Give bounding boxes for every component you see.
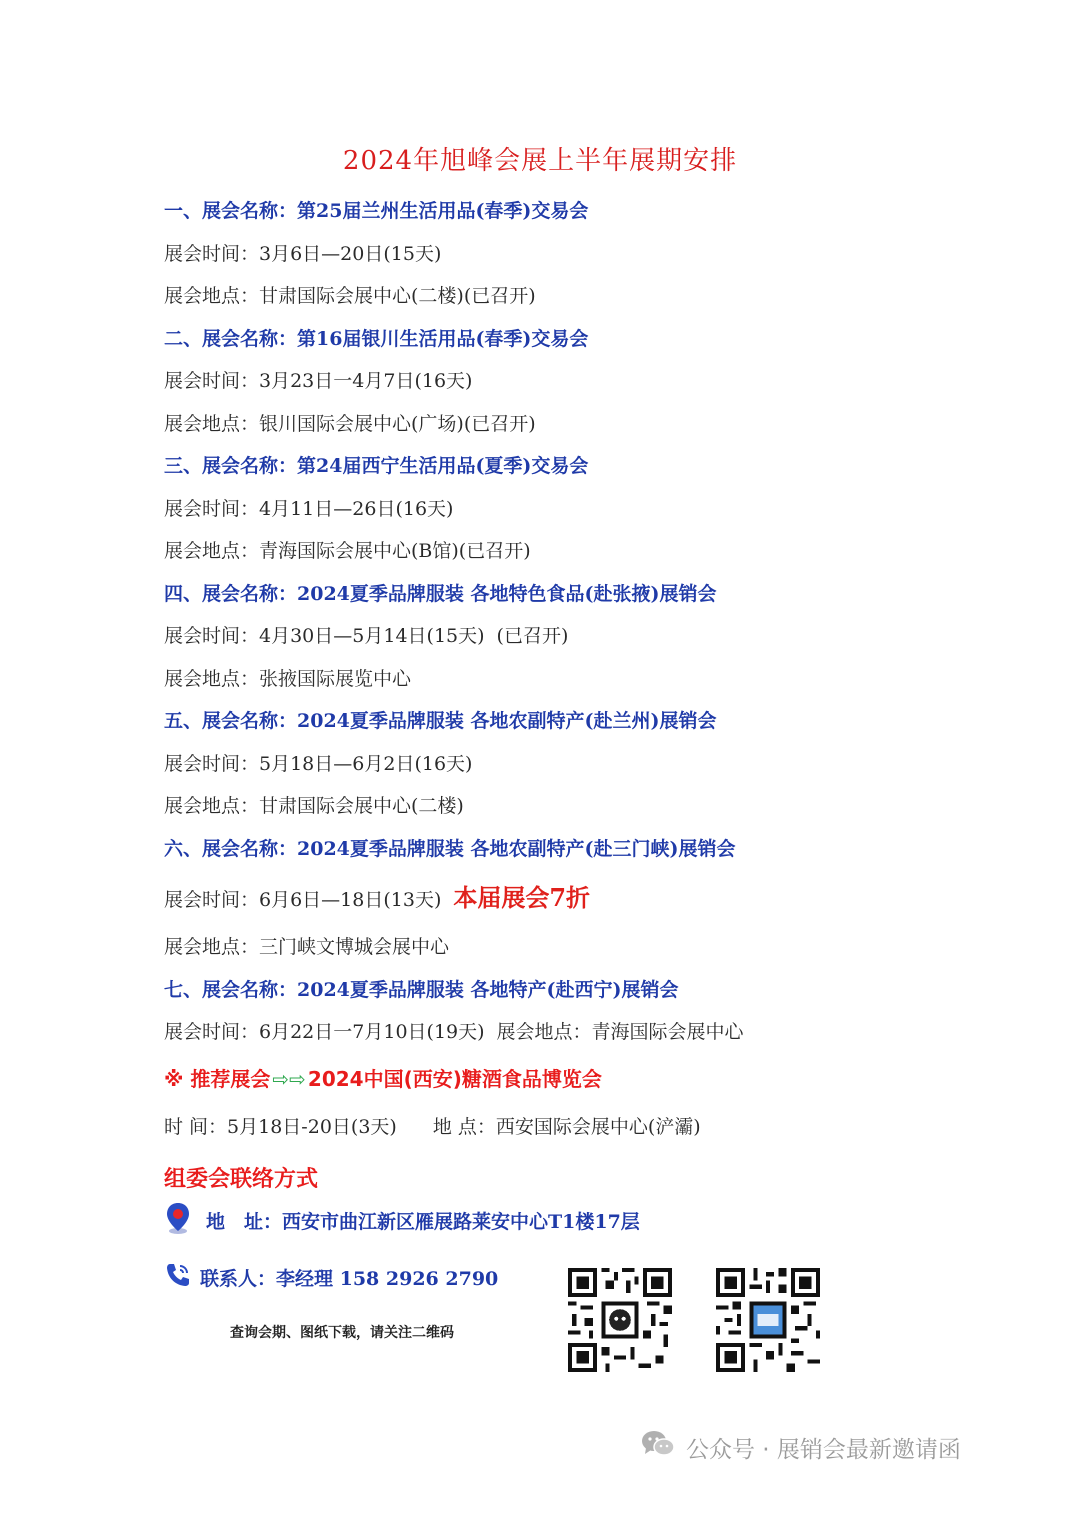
recommend-name: 2024中国(西安)糖酒食品博览会 — [307, 1067, 602, 1091]
exhibition-4-time-row — [164, 615, 1044, 658]
contact-phone: 联系人：李经理 158 2926 2790 — [200, 1267, 499, 1290]
contact-heading: 组委会联络方式 — [164, 1167, 319, 1192]
exhibition-1-place: 展会地点：甘肃国际会展中心(二楼)(已召开) — [164, 285, 536, 307]
recommend-place: 地 点：西安国际会展中心(浐灞) — [432, 1116, 701, 1138]
exhibition-4-status: (已召开) — [496, 625, 569, 647]
exhibition-1-time: 展会时间：3月6日—20日(15天) — [164, 242, 442, 265]
exhibition-2-place: 展会地点：银川国际会展中心(广场)(已召开) — [164, 412, 536, 435]
exhibition-6-time: 展会时间：6月6日—18日(13天) — [164, 889, 442, 911]
qr-note: 查询会期、图纸下载，请关注二维码 — [230, 1325, 454, 1341]
recommend-detail — [164, 1112, 701, 1139]
exhibition-2-time: 展会时间：3月23日一4月7日(16天) — [164, 370, 473, 392]
exhibition-4-time: 展会时间：4月30日—5月14日(15天) — [164, 625, 485, 647]
exhibition-2-heading: 二、展会名称：第16届银川生活用品(春季)交易会 — [164, 327, 589, 350]
watermark-text: 公众号 · 展销会最新邀请函 — [686, 1436, 961, 1463]
address-text: 地 址：西安市曲江新区雁展路莱安中心T1楼17层 — [206, 1210, 640, 1233]
location-pin-icon — [164, 1201, 192, 1239]
exhibition-1-heading: 一、展会名称：第25届兰州生活用品(春季)交易会 — [164, 200, 589, 222]
exhibition-4-heading: 四、展会名称：2024夏季品牌服装 各地特色食品(赴张掖)展销会 — [164, 582, 717, 605]
address-row — [164, 1202, 640, 1238]
exhibition-schedule — [164, 190, 1044, 1054]
exhibition-5-place: 展会地点：甘肃国际会展中心(二楼) — [164, 795, 464, 817]
exhibition-3-time: 展会时间：4月11日—26日(16天) — [164, 497, 454, 520]
discount-badge: 本届展会7折 — [453, 883, 591, 912]
exhibition-4-place: 展会地点：张掖国际展览中心 — [164, 667, 412, 690]
wechat-watermark — [640, 1428, 961, 1466]
exhibition-7-time: 展会时间：6月22日一7月10日(19天) — [164, 1021, 485, 1043]
phone-icon — [164, 1261, 192, 1293]
exhibition-5-time: 展会时间：5月18日—6月2日(16天) — [164, 752, 473, 775]
exhibition-5-heading: 五、展会名称：2024夏季品牌服装 各地农副特产(赴兰州)展销会 — [164, 710, 717, 732]
exhibition-7-time-row — [164, 1011, 1044, 1054]
qr-code-icon — [568, 1268, 672, 1372]
exhibition-6-place: 展会地点：三门峡文博城会展中心 — [164, 936, 450, 958]
exhibition-3-place: 展会地点：青海国际会展中心(B馆)(已召开) — [164, 540, 531, 562]
page-title: 2024年旭峰会展上半年展期安排 — [342, 146, 738, 176]
exhibition-6-heading: 六、展会名称：2024夏季品牌服装 各地农副特产(赴三门峡)展销会 — [164, 837, 736, 860]
exhibition-7-place: 展会地点：青海国际会展中心 — [496, 1021, 744, 1043]
recommend-time: 时 间：5月18日-20日(3天) — [164, 1116, 397, 1138]
exhibition-3-heading: 三、展会名称：第24届西宁生活用品(夏季)交易会 — [164, 455, 589, 477]
recommend-prefix: ※ 推荐展会 — [164, 1067, 271, 1091]
arrow-right-icon: ⇨⇨ — [272, 1067, 306, 1091]
recommended-exhibition — [164, 1063, 602, 1092]
exhibition-7-heading: 七、展会名称：2024夏季品牌服装 各地特产(赴西宁)展销会 — [164, 978, 679, 1001]
wechat-icon — [640, 1428, 676, 1466]
phone-row — [164, 1260, 498, 1294]
exhibition-6-time-row — [164, 870, 1044, 926]
qr-code-icon — [716, 1268, 820, 1372]
